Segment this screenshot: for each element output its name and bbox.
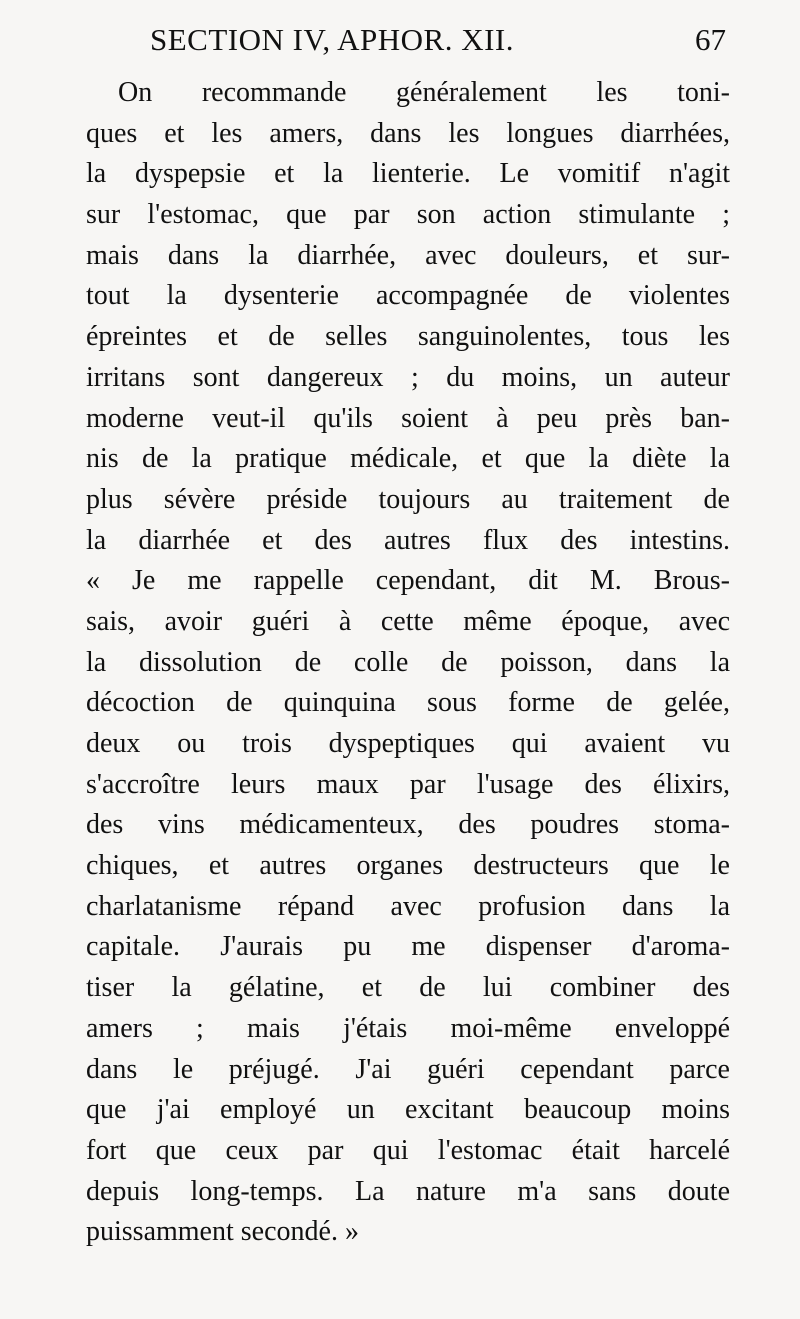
- text-line: des vins médicamenteux, des poudres stoma-: [86, 809, 730, 841]
- text-line: puissamment secondé. »: [86, 1216, 359, 1248]
- text-line: mais dans la diarrhée, avec douleurs, et sur-: [86, 239, 730, 271]
- text-line: irritans sont dangereux ; du moins, un auteur: [86, 361, 730, 393]
- text-line: depuis long-temps. La nature m'a sans doute: [86, 1175, 730, 1207]
- text-line: tout la dysenterie accompagnée de violentes: [86, 280, 730, 312]
- page-number: 67: [695, 22, 726, 57]
- text-line: dans le préjugé. J'ai guéri cependant parce: [86, 1053, 730, 1085]
- text-line: capitale. J'aurais pu me dispenser d'aroma-: [86, 931, 730, 963]
- text-line: « Je me rappelle cependant, dit M. Brous-: [86, 565, 730, 597]
- text-line: deux ou trois dyspeptiques qui avaient vu: [86, 728, 730, 759]
- text-line: On recommande généralement les toni-: [118, 77, 730, 108]
- text-line: que j'ai employé un excitant beaucoup moins: [86, 1094, 730, 1126]
- text-line: plus sévère préside toujours au traitement de: [86, 483, 730, 515]
- text-line: amers ; mais j'étais moi-même enveloppé: [86, 1012, 730, 1044]
- text-line: la diarrhée et des autres flux des intestins.: [86, 524, 730, 556]
- text-line: ques et les amers, dans les longues diarrhées,: [86, 117, 730, 149]
- text-line: chiques, et autres organes destructeurs que le: [86, 850, 730, 882]
- text-line: charlatanisme répand avec profusion dans la: [86, 890, 730, 922]
- text-line: la dyspepsie et la lienterie. Le vomitif n'agit: [86, 158, 730, 190]
- text-line: épreintes et de selles sanguinolentes, tous les: [86, 321, 730, 353]
- text-line: sur l'estomac, que par son action stimulante ;: [86, 199, 730, 231]
- text-line: tiser la gélatine, et de lui combiner des: [86, 972, 730, 1004]
- body-text: [86, 73, 730, 1253]
- text-line: moderne veut-il qu'ils soient à peu près ban-: [86, 402, 730, 434]
- text-line: fort que ceux par qui l'estomac était harcelé: [86, 1134, 730, 1166]
- text-line: s'accroître leurs maux par l'usage des élixirs,: [86, 768, 730, 800]
- text-line: décoction de quinquina sous forme de gelée,: [86, 687, 730, 719]
- text-line: sais, avoir guéri à cette même époque, avec: [86, 605, 730, 637]
- text-line: nis de la pratique médicale, et que la diète la: [86, 443, 730, 475]
- running-head: SECTION IV, APHOR. XII.: [150, 22, 515, 57]
- text-line: la dissolution de colle de poisson, dans la: [86, 646, 730, 678]
- page-header: [150, 22, 740, 62]
